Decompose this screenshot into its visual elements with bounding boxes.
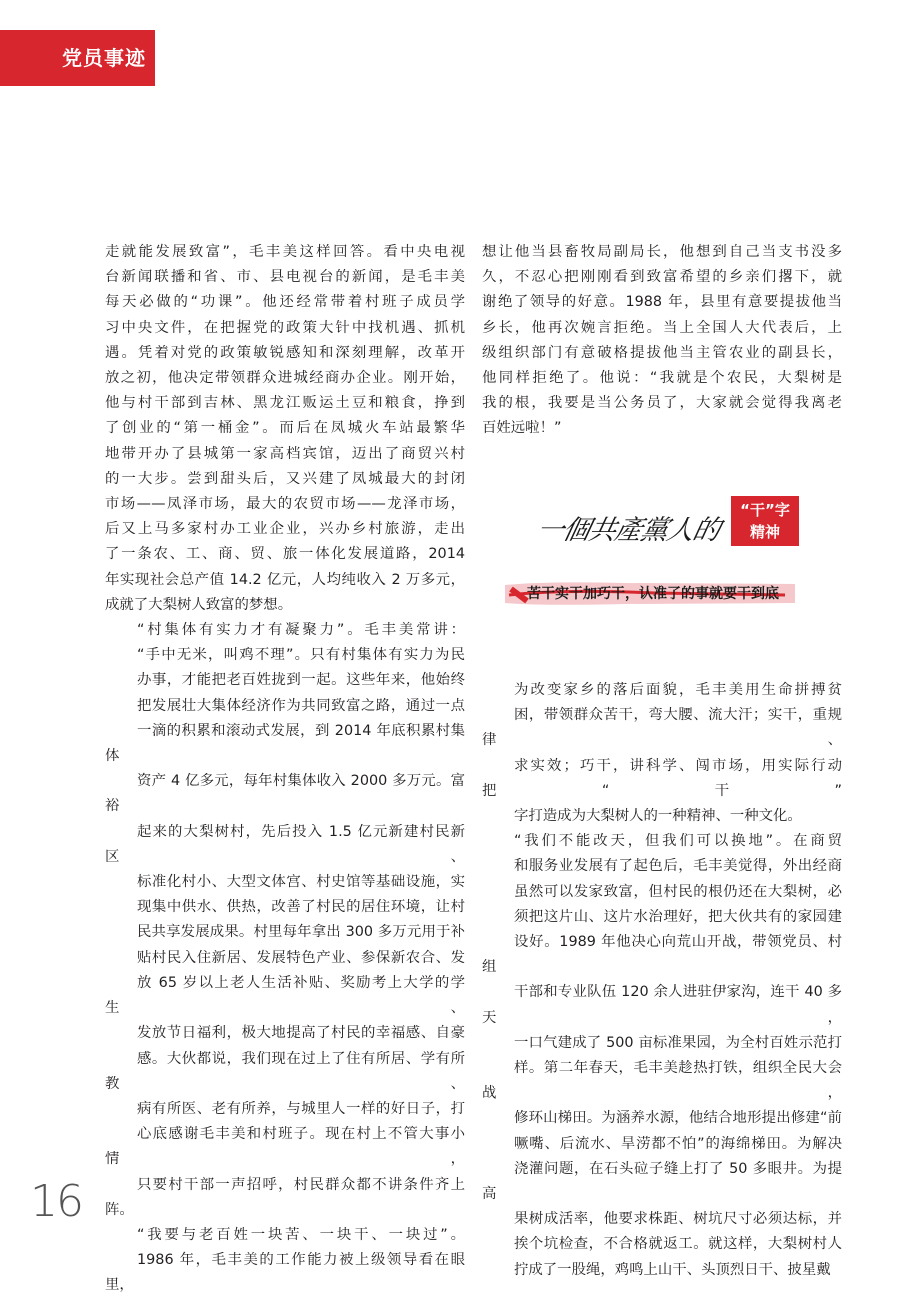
text-line: 谢绝了领导的好意。1988 年，县里有意要提拔他当	[482, 294, 842, 311]
text-line: 病有所医、老有所养，与城里人一样的好日子，打	[137, 1100, 465, 1117]
calligraphy-title: 一個共產黨人的	[533, 515, 723, 546]
text-line: “手中无米，叫鸡不理”。只有村集体有实力为民	[137, 647, 465, 664]
text-line: 台新闻联播和省、市、县电视台的新闻，是毛丰美	[105, 269, 465, 286]
text-line: 修环山梯田。为涵养水源，他结合地形提出修建“前	[514, 1110, 842, 1127]
text-line: 地带开办了县城第一家高档宾馆，迈出了商贸兴村	[105, 445, 465, 462]
text-line: “村集体有实力才有凝聚力”。毛丰美常讲：	[137, 622, 465, 639]
text-line: 把发展壮大集体经济作为共同致富之路，通过一点	[137, 697, 465, 714]
section-subtitle: 苦干实干加巧干，认准了的事就要干到底	[527, 586, 779, 602]
text-line: 了创业的“第一桶金”。而后在凤城火车站最繁华	[105, 420, 465, 437]
section-tag	[0, 30, 155, 86]
text-line: 现集中供水、供热，改善了村民的居住环境，让村	[137, 899, 465, 916]
subtitle-ribbon	[505, 581, 795, 607]
text-line: 浇灌问题，在石头砬子缝上打了 50 多眼井。为提高	[482, 1160, 842, 1203]
text-line: 民共享发展成果。村里每年拿出 300 多万元用于补	[137, 924, 465, 941]
text-line: 市场——凤泽市场，最大的农贸市场——龙泽市场，	[105, 496, 465, 513]
text-line: 级组织部门有意破格提拔他当主管农业的副县长，	[482, 344, 842, 361]
text-line: 资产 4 亿多元，每年村集体收入 2000 多万元。富裕	[105, 773, 465, 815]
text-line: 发放节日福利，极大地提高了村民的幸福感、自豪	[137, 1025, 465, 1042]
text-line: 和服务业发展有了起色后，毛丰美觉得，外出经商	[514, 858, 842, 875]
paragraph	[105, 240, 465, 618]
text-line: 成就了大梨树人致富的梦想。	[105, 596, 293, 613]
section-heading	[505, 490, 805, 620]
right-column-bottom	[482, 678, 842, 1283]
text-line: 百姓远啦！”	[482, 420, 562, 437]
text-line: “我要与老百姓一块苦、一块干、一块过”。	[137, 1226, 465, 1243]
text-line: 噘嘴、后流水、旱涝都不怕”的海绵梯田。为解决	[514, 1135, 842, 1152]
text-line: 为改变家乡的落后面貌，毛丰美用生命拼搏贫	[514, 682, 842, 698]
text-line: 起来的大梨树村，先后投入 1.5 亿元新建村民新区、	[105, 823, 465, 865]
text-line: 乡长，他再次婉言拒绝。当上全国人大代表后，上	[482, 319, 842, 336]
badge-line-1: “干”字	[740, 501, 790, 519]
section-tag-label: 党员事迹	[62, 46, 146, 70]
text-line: 干部和专业队伍 120 余人进驻伊家沟，连干 40 多天，	[482, 984, 842, 1026]
text-line: 贴村民入住新居、发展特色产业、参保新农合、发	[137, 949, 465, 966]
text-line: 想让他当县畜牧局副局长，他想到自己当支书没多	[482, 244, 842, 260]
badge-line-2: 精神	[749, 523, 780, 541]
text-line: 挨个坑检查，不合格就返工。就这样，大梨树村人	[514, 1236, 842, 1253]
text-line: 年实现社会总产值 14.2 亿元，人均纯收入 2 万多元，	[105, 571, 465, 588]
text-line: 须把这片山、这片水治理好，把大伙共有的家园建	[514, 908, 842, 925]
text-line: 只要村干部一声招呼，村民群众都不讲条件齐上阵。	[105, 1176, 465, 1218]
text-line: 一口气建成了 500 亩标准果园，为全村百姓示范打	[514, 1034, 842, 1051]
text-line: 虽然可以发家致富，但村民的根仍还在大梨树，必	[514, 883, 842, 900]
text-line: 后又上马多家村办工业企业，兴办乡村旅游，走出	[105, 521, 465, 538]
paragraph	[482, 240, 842, 442]
text-line: 1986 年，毛丰美的工作能力被上级领导看在眼里，	[105, 1252, 465, 1294]
text-line: 了一条农、工、商、贸、旅一体化发展道路，2014	[105, 546, 465, 563]
paragraph	[482, 829, 842, 1283]
text-line: 他与村干部到吉林、黑龙江贩运土豆和粮食，挣到	[105, 395, 465, 412]
text-line: 每天必做的“功课”。他还经常带着村班子成员学	[105, 294, 465, 311]
page-number: 16	[30, 1176, 82, 1227]
text-line: 一滴的积累和滚动式发展，到 2014 年底积累村集体	[105, 722, 465, 765]
text-line: “我们不能改天，但我们可以换地”。在商贸	[514, 833, 842, 850]
text-line: 感。大伙都说，我们现在过上了住有所居、学有所教、	[105, 1050, 465, 1092]
text-line: 求实效；巧干，讲科学、闯市场，用实际行动把“干”	[482, 757, 842, 799]
text-line: 遇。凭着对党的政策敏锐感知和深刻理解，改革开	[105, 344, 465, 361]
text-line: 字打造成为大梨树人的一种精神、一种文化。	[514, 808, 802, 825]
section-badge	[731, 496, 799, 546]
text-line: 的一大步。尝到甜头后，又兴建了凤城最大的封闭	[105, 470, 465, 487]
text-line: 标准化村小、大型文体宫、村史馆等基础设施，实	[137, 874, 465, 891]
text-line: 放 65 岁以上老人生活补贴、奖励考上大学的学生、	[105, 974, 465, 1017]
text-line: 设好。1989 年他决心向荒山开战，带领党员、村组	[482, 934, 842, 976]
text-line: 习中央文件，在把握党的政策大针中找机遇、抓机	[105, 319, 465, 336]
text-line: 我的根，我要是当公务员了，大家就会觉得我离老	[482, 395, 842, 412]
text-line: 困，带领群众苦干，弯大腰、流大汗；实干，重规律、	[482, 707, 842, 749]
paragraph	[482, 678, 842, 829]
text-line: 心底感谢毛丰美和村班子。现在村上不管大事小情，	[105, 1126, 465, 1168]
text-line: 样。第二年春天，毛丰美趁热打铁，组织全民大会战，	[482, 1060, 842, 1102]
left-column	[105, 240, 465, 1299]
text-line: 放之初，他决定带领群众进城经商办企业。刚开始，	[105, 370, 465, 387]
paragraph	[105, 618, 465, 1223]
text-line: 久，不忍心把刚刚看到致富希望的乡亲们撂下，就	[482, 269, 842, 286]
text-line: 走就能发展致富”，毛丰美这样回答。看中央电视	[105, 244, 465, 260]
text-line: 果树成活率，他要求株距、树坑尺寸必须达标，并	[514, 1211, 842, 1228]
text-line: 拧成了一股绳，鸡鸣上山干、头顶烈日干、披星戴	[514, 1261, 831, 1278]
right-column-top	[482, 240, 842, 442]
text-line: 办事，才能把老百姓拢到一起。这些年来，他始终	[137, 672, 465, 689]
paragraph	[105, 1223, 465, 1299]
text-line: 他同样拒绝了。他说：“我就是个农民，大梨树是	[482, 370, 842, 387]
